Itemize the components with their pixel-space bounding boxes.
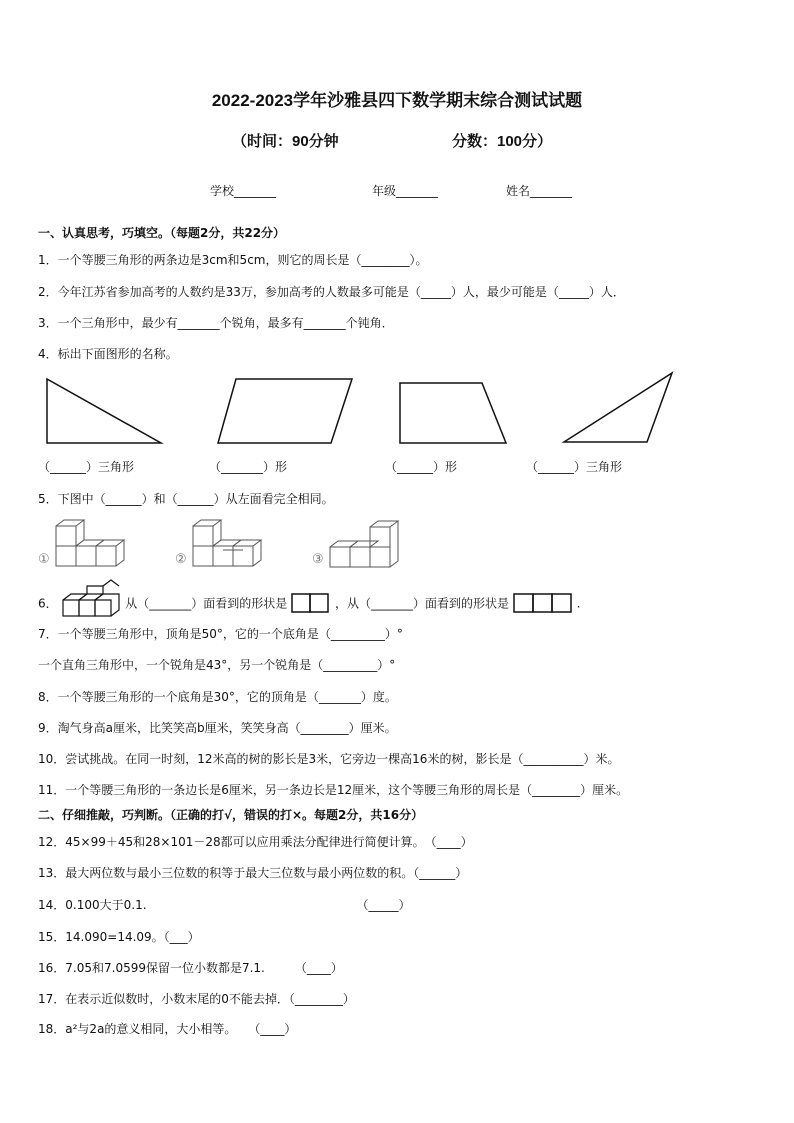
time-label: （时间：90分钟: [232, 133, 339, 150]
parallelogram-figure: [216, 376, 356, 446]
q6-end: .: [576, 596, 581, 611]
right-triangle-figure: [40, 376, 165, 446]
question-11: 11．一个等腰三角形的一条边长是6厘米，另一条边长是12厘米，这个等腰三角形的周长是（________）厘米。: [38, 783, 629, 797]
question-17: 17．在表示近似数时，小数末尾的0不能去掉．（________）: [38, 992, 355, 1006]
cube-figure-2: [175, 520, 275, 570]
question-15: 15．14.090=14.09。（___）: [38, 930, 200, 944]
trapezoid-figure: [396, 380, 511, 446]
cube-drawing-1: [54, 520, 150, 570]
question-16: 16．7.05和7.0599保留一位小数都是7.1. （____）: [38, 961, 343, 975]
mark-3: ③: [312, 552, 324, 567]
question-5: 5．下图中（______）和（______）从左面看完全相同。: [38, 492, 334, 506]
question-1: 1．一个等腰三角形的两条边是3cm和5cm，则它的周长是（________）。: [38, 253, 428, 267]
question-3: 3．一个三角形中，最少有_______个锐角，最多有_______个钝角．: [38, 316, 394, 330]
grade-field: 年级_______: [372, 184, 439, 198]
question-13: 13．最大两位数与最小三位数的积等于最大三位数与最小两位数的积。（______）: [38, 866, 468, 880]
cube-drawing-2: [191, 520, 287, 570]
question-7b: 一个直角三角形中，一个锐角是43°，另一个锐角是（_________）°: [38, 658, 396, 672]
section1-heading: 一、认真思考，巧填空。（每题2分，共22分）: [38, 226, 286, 240]
question-12: 12．45×99＋45和28×101－28都可以应用乘法分配律进行简便计算。 （____）: [38, 835, 473, 849]
section2-heading: 二、仔细推敲，巧判断。（正确的打√，错误的打×。每题2分，共16分）: [38, 808, 424, 822]
q6-cube-stack: [61, 586, 121, 618]
question-10: 10．尝试挑战。在同一时刻，12米高的树的影长是3米，它旁边一棵高16米的树，影长是（__________）米。: [38, 752, 620, 766]
name-field: 姓名_______: [506, 184, 573, 198]
cube-drawing-3: [328, 515, 424, 571]
question-9: 9．淘气身高a厘米，比笑笑高b厘米，笑笑身高（________）厘米。: [38, 721, 397, 735]
q6-number: 6．: [38, 596, 58, 611]
cube-figure-1: [38, 520, 138, 570]
page-title: 2022-2023学年沙雅县四下数学期末综合测试试题: [211, 91, 583, 110]
q4-label-1: （______）三角形: [38, 460, 135, 474]
cube-figure-3: [312, 515, 412, 570]
score-label: 分数：100分）: [452, 133, 553, 150]
question-4: 4．标出下面图形的名称。: [38, 347, 178, 361]
question-8: 8．一个等腰三角形的一个底角是30°，它的顶角是（_______）度。: [38, 690, 397, 704]
question-6: [38, 588, 580, 620]
question-14: 14．0.100大于0.1. （_____）: [38, 898, 411, 912]
question-18: 18．a²与2a的意义相同，大小相等。 （____）: [38, 1022, 297, 1036]
question-2: 2．今年江苏省参加高考的人数约是33万，参加高考的人数最多可能是（_____）人，最少可能是（_____）人．: [38, 285, 625, 299]
obtuse-triangle-figure: [562, 370, 677, 446]
q4-label-2: （_______）形: [209, 460, 288, 474]
mark-1: ①: [38, 552, 50, 567]
question-7a: 7．一个等腰三角形中，顶角是50°，它的一个底角是（_________）°: [38, 627, 403, 641]
mark-2: ②: [175, 552, 187, 567]
q6-shape-three-squares: [513, 593, 573, 613]
school-field: 学校_______: [210, 184, 277, 198]
q4-label-4: （______）三角形: [526, 460, 623, 474]
q6-text-a: 从（_______）面看到的形状是: [125, 596, 288, 611]
q4-label-3: （______）形: [385, 460, 458, 474]
q6-text-b: ，从（_______）面看到的形状是: [334, 596, 509, 611]
q6-shape-two-squares: [291, 593, 331, 613]
